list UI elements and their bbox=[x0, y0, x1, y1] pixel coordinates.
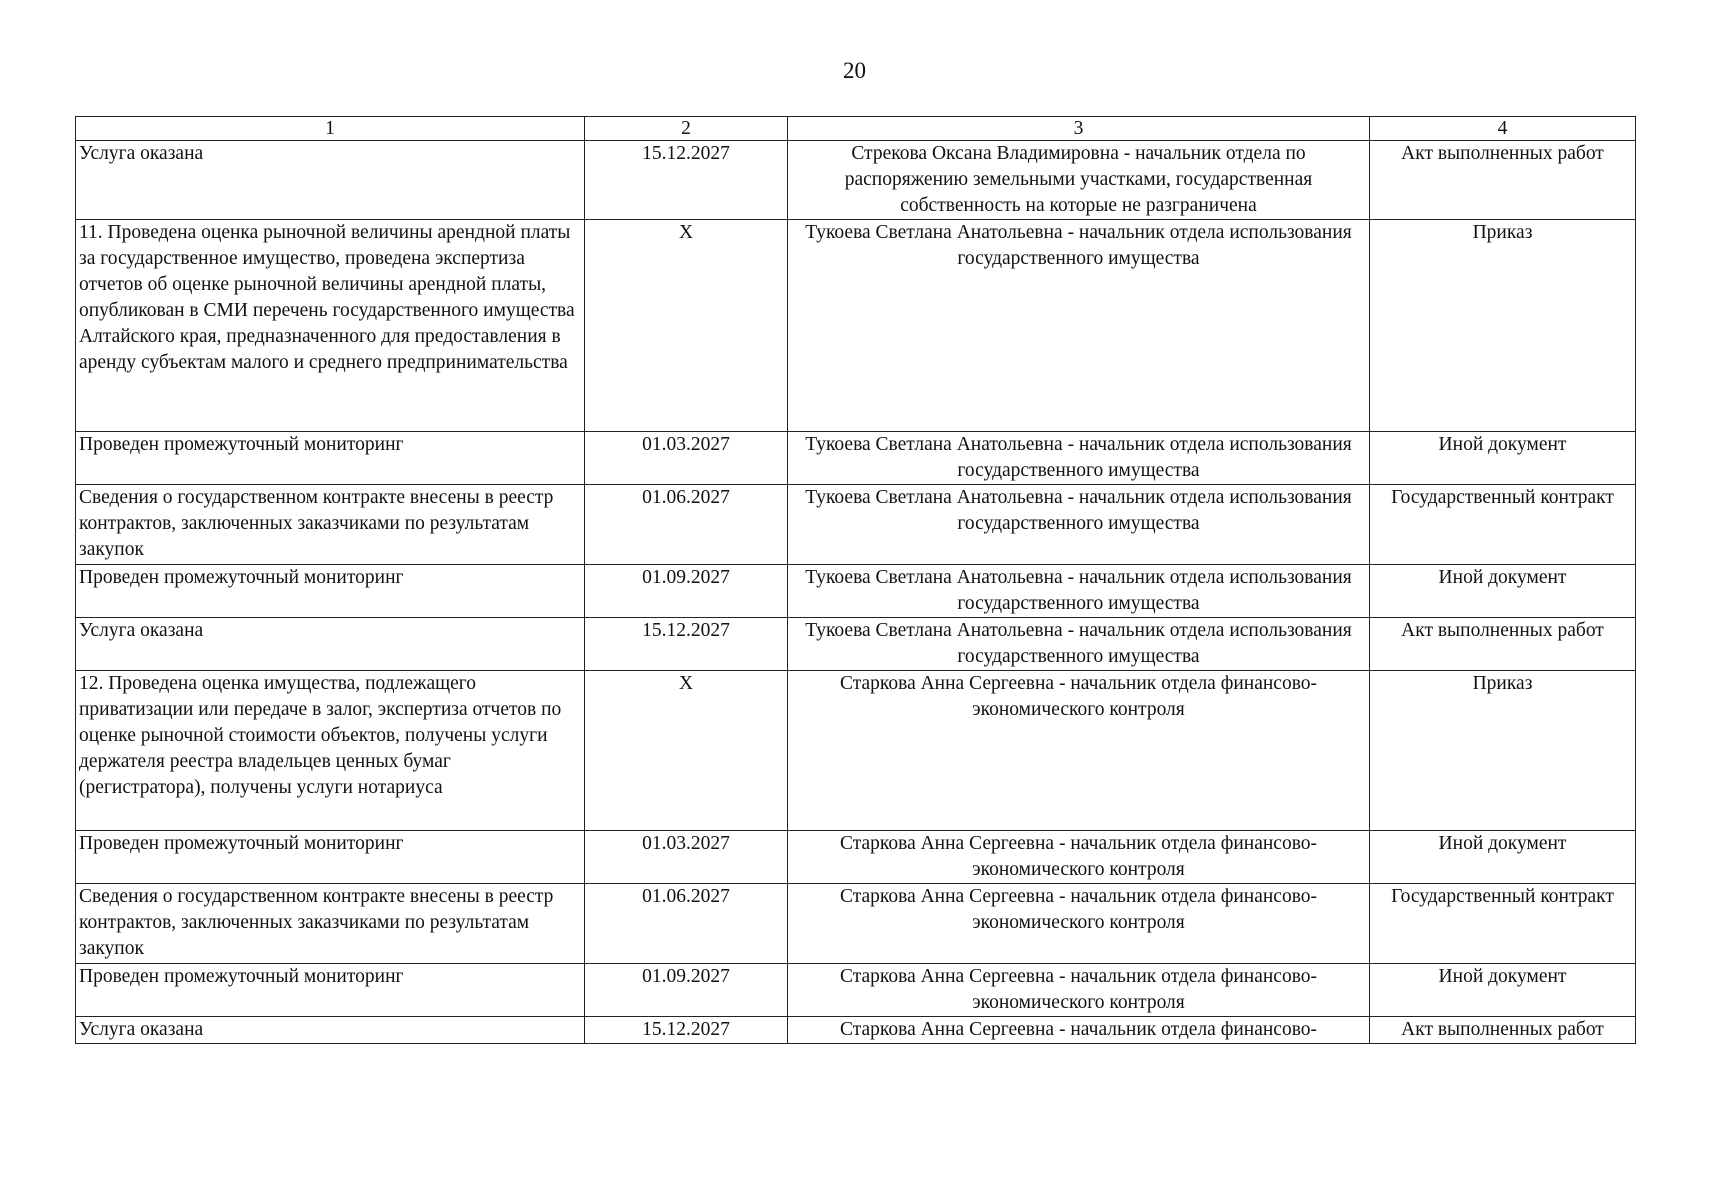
table-row bbox=[76, 884, 1636, 964]
table-row bbox=[76, 432, 1636, 485]
table-row bbox=[76, 831, 1636, 884]
table-row bbox=[76, 964, 1636, 1017]
document-cell: Акт выполненных работ bbox=[1370, 1017, 1636, 1044]
date-cell: Х bbox=[585, 671, 788, 831]
date-cell: Х bbox=[585, 220, 788, 432]
event-cell: Проведен промежуточный мониторинг bbox=[76, 831, 585, 884]
responsible-cell: Тукоева Светлана Анатольевна - начальник отдела использования государственного имущества bbox=[788, 432, 1370, 485]
responsible-cell: Старкова Анна Сергеевна - начальник отдела финансово- bbox=[788, 1017, 1370, 1044]
responsible-cell: Старкова Анна Сергеевна - начальник отдела финансово-экономического контроля bbox=[788, 884, 1370, 964]
event-cell: Услуга оказана bbox=[76, 618, 585, 671]
table-row bbox=[76, 671, 1636, 831]
column-header: 1 bbox=[76, 117, 585, 141]
column-header: 4 bbox=[1370, 117, 1636, 141]
column-header: 2 bbox=[585, 117, 788, 141]
event-cell: 11. Проведена оценка рыночной величины арендной платы за государственное имущество, проведена экспертиза отчетов об оценке рыночной величины арендной платы, опубликован в СМИ перечень государственного имущества Алтайского края, предназначенного для предоставления в аренду субъектам малого и среднего предпринимательства bbox=[76, 220, 585, 432]
document-cell: Акт выполненных работ bbox=[1370, 618, 1636, 671]
table-row bbox=[76, 565, 1636, 618]
table-row bbox=[76, 485, 1636, 565]
document-cell: Иной документ bbox=[1370, 831, 1636, 884]
document-cell: Приказ bbox=[1370, 671, 1636, 831]
event-cell: Услуга оказана bbox=[76, 1017, 585, 1044]
table-row bbox=[76, 220, 1636, 432]
date-cell: 01.06.2027 bbox=[585, 884, 788, 964]
document-cell: Акт выполненных работ bbox=[1370, 141, 1636, 220]
plan-table bbox=[75, 116, 1636, 1044]
date-cell: 01.06.2027 bbox=[585, 485, 788, 565]
event-cell: Сведения о государственном контракте внесены в реестр контрактов, заключенных заказчиками по результатам закупок bbox=[76, 884, 585, 964]
table-row bbox=[76, 141, 1636, 220]
date-cell: 01.09.2027 bbox=[585, 565, 788, 618]
responsible-cell: Тукоева Светлана Анатольевна - начальник отдела использования государственного имущества bbox=[788, 485, 1370, 565]
date-cell: 15.12.2027 bbox=[585, 141, 788, 220]
table-row bbox=[76, 1017, 1636, 1044]
column-header: 3 bbox=[788, 117, 1370, 141]
document-cell: Иной документ bbox=[1370, 432, 1636, 485]
page-number: 20 bbox=[843, 58, 866, 83]
event-cell: Проведен промежуточный мониторинг bbox=[76, 964, 585, 1017]
date-cell: 15.12.2027 bbox=[585, 1017, 788, 1044]
date-cell: 15.12.2027 bbox=[585, 618, 788, 671]
responsible-cell: Тукоева Светлана Анатольевна - начальник отдела использования государственного имущества bbox=[788, 220, 1370, 432]
event-cell: Проведен промежуточный мониторинг bbox=[76, 432, 585, 485]
document-cell: Иной документ bbox=[1370, 565, 1636, 618]
responsible-cell: Старкова Анна Сергеевна - начальник отдела финансово-экономического контроля bbox=[788, 831, 1370, 884]
document-cell: Приказ bbox=[1370, 220, 1636, 432]
table-header-row bbox=[76, 117, 1636, 141]
document-cell: Государственный контракт bbox=[1370, 485, 1636, 565]
date-cell: 01.09.2027 bbox=[585, 964, 788, 1017]
event-cell: 12. Проведена оценка имущества, подлежащего приватизации или передаче в залог, экспертиза отчетов по оценке рыночной стоимости объектов, получены услуги держателя реестра владельцев ценных бумаг (регистратора), получены услуги нотариуса bbox=[76, 671, 585, 831]
event-cell: Услуга оказана bbox=[76, 141, 585, 220]
event-cell: Проведен промежуточный мониторинг bbox=[76, 565, 585, 618]
document-cell: Иной документ bbox=[1370, 964, 1636, 1017]
responsible-cell: Тукоева Светлана Анатольевна - начальник отдела использования государственного имущества bbox=[788, 618, 1370, 671]
document-cell: Государственный контракт bbox=[1370, 884, 1636, 964]
responsible-cell: Старкова Анна Сергеевна - начальник отдела финансово-экономического контроля bbox=[788, 671, 1370, 831]
date-cell: 01.03.2027 bbox=[585, 432, 788, 485]
responsible-cell: Тукоева Светлана Анатольевна - начальник отдела использования государственного имущества bbox=[788, 565, 1370, 618]
table-row bbox=[76, 618, 1636, 671]
responsible-cell: Старкова Анна Сергеевна - начальник отдела финансово-экономического контроля bbox=[788, 964, 1370, 1017]
event-cell: Сведения о государственном контракте внесены в реестр контрактов, заключенных заказчиками по результатам закупок bbox=[76, 485, 585, 565]
responsible-cell: Стрекова Оксана Владимировна - начальник отдела по распоряжению земельными участками, государственная собственность на которые не разграничена bbox=[788, 141, 1370, 220]
date-cell: 01.03.2027 bbox=[585, 831, 788, 884]
